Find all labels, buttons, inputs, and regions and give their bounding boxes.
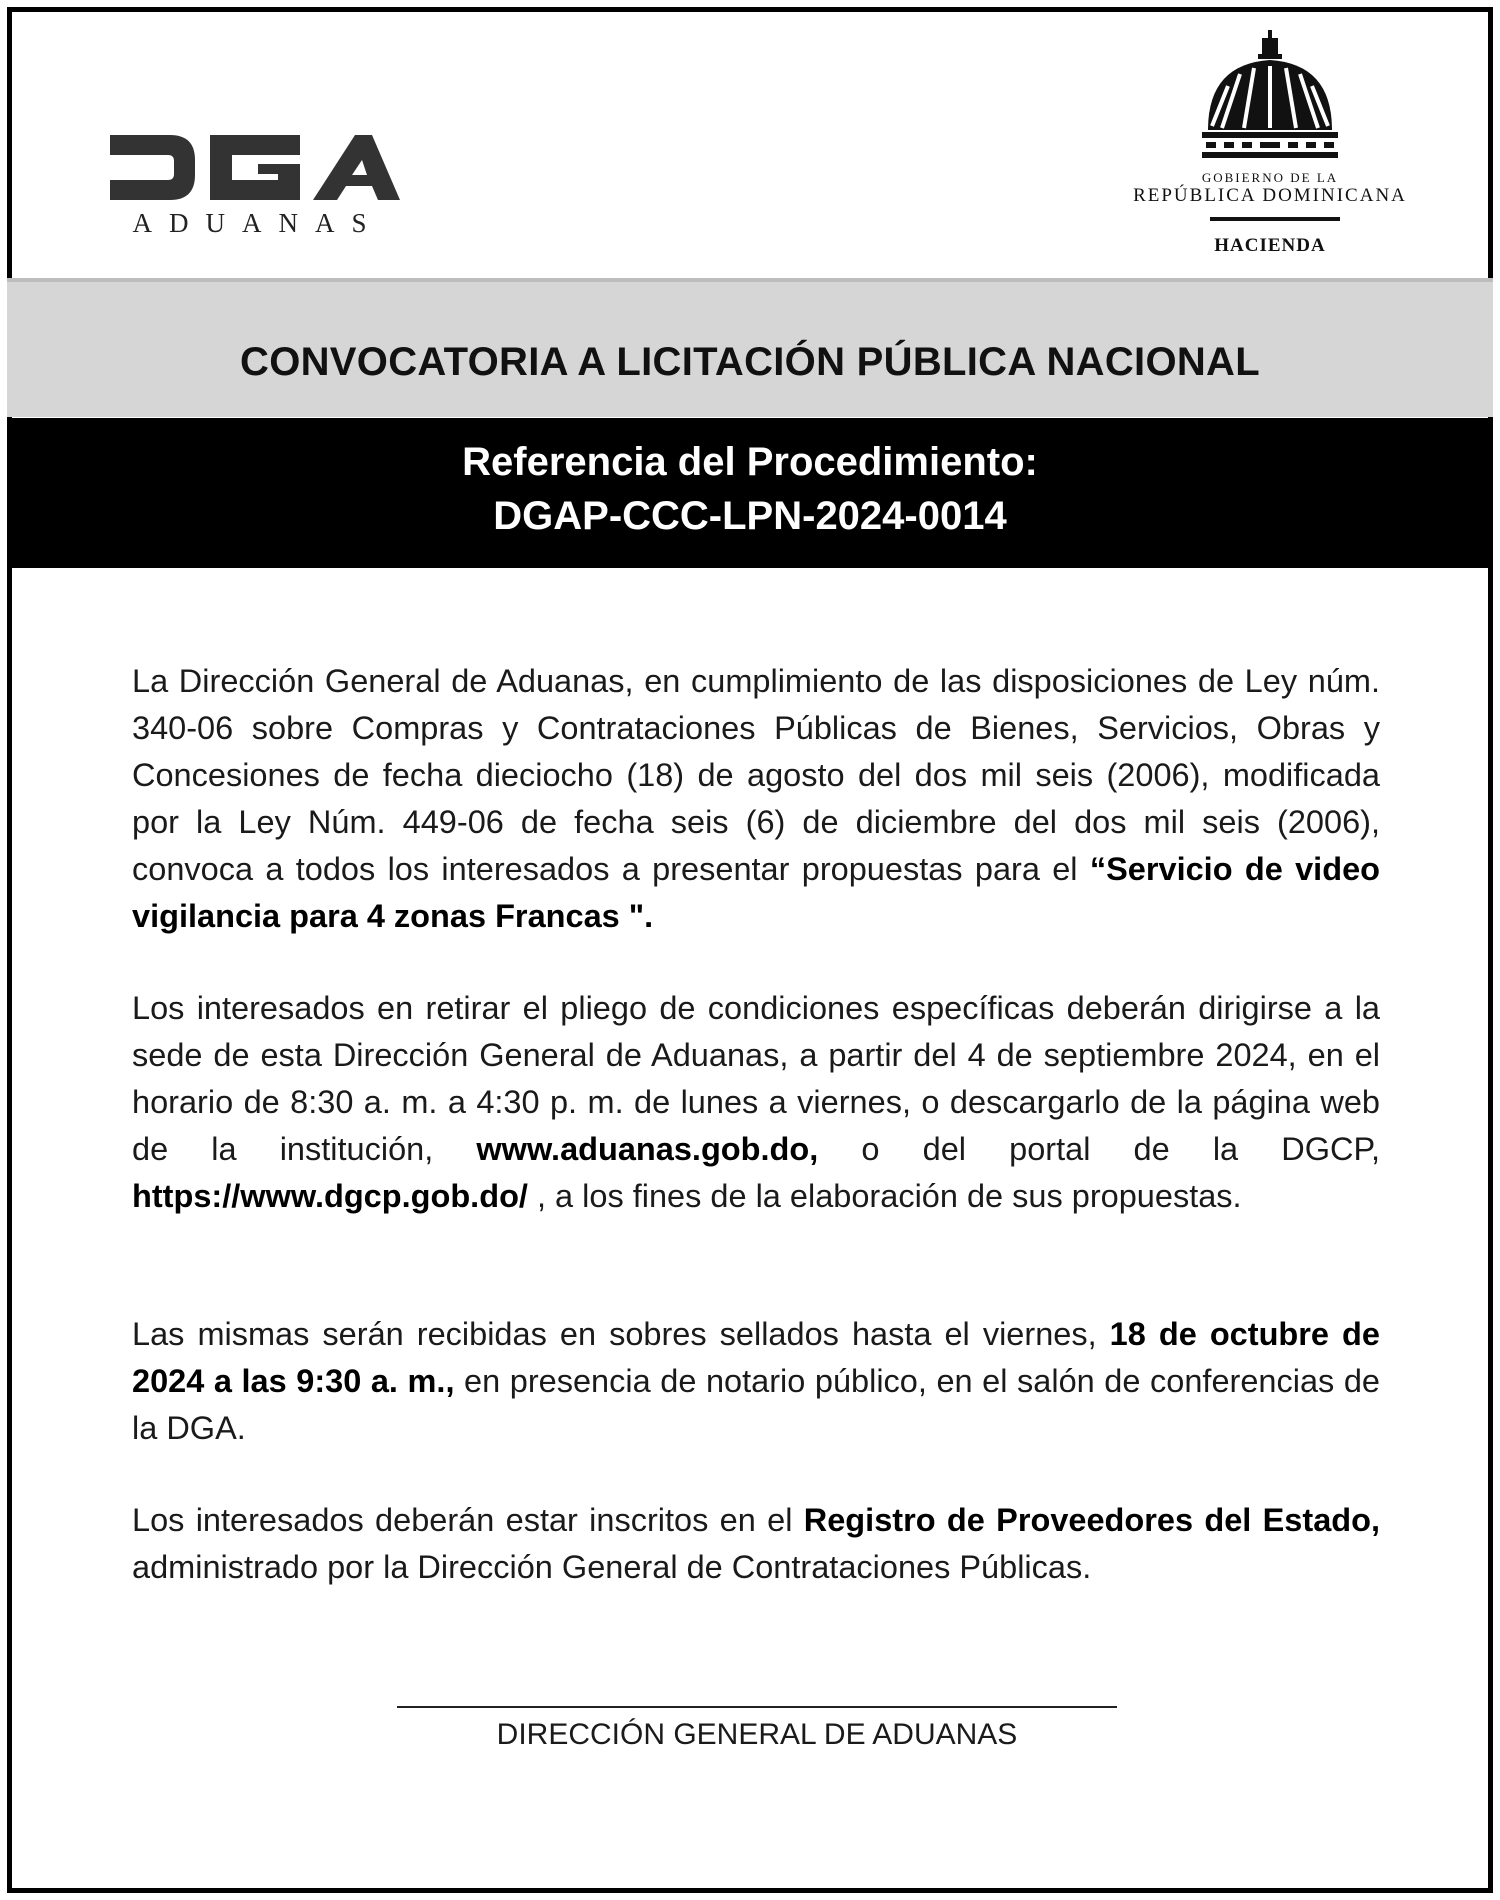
paragraph-conditions-text-c: , a los fines de la elaboración de sus propuestas. [527, 1178, 1242, 1214]
dga-logo-mark [110, 130, 400, 205]
paragraph-registry-text-b: administrado por la Dirección General de Contrataciones Públicas. [132, 1549, 1092, 1585]
gov-department: HACIENDA [1214, 235, 1326, 256]
paragraph-conditions-text-b: o del portal de la DGCP, [818, 1131, 1380, 1167]
reference-band [7, 418, 1493, 568]
dga-logo [110, 130, 400, 250]
registry-name: Registro de Proveedores del Estado, [803, 1502, 1381, 1538]
government-logo [1120, 30, 1420, 270]
dga-logo-subtitle: ADUANAS [132, 208, 384, 238]
paragraph-conditions-text-a: Los interesados en retirar el pliego de condiciones específicas deberán dirigirse a la sede de esta Dirección General de Aduanas, a partir del 4 de septiembre 2024, en el horario de 8:30 a. m. a 4:30 p. m. de lunes a viernes, o descargarlo de la página web de la institución, [132, 990, 1380, 1167]
gov-divider [1210, 217, 1340, 221]
dome-icon [1202, 30, 1338, 160]
page-title: CONVOCATORIA A LICITACIÓN PÚBLICA NACIONAL [240, 340, 1260, 384]
portal-link[interactable]: https://www.dgcp.gob.do/ [132, 1178, 528, 1214]
deadline-date: 18 de octubre de 2024 a las 9:30 a. m., [132, 1316, 1380, 1399]
paragraph-deadline-text-b: en presencia de notario público, en el salón de conferencias de la DGA. [132, 1363, 1380, 1446]
service-name: “Servicio de video vigilancia para 4 zonas Francas ". [132, 851, 1380, 934]
reference-label: Referencia del Procedimiento: [462, 440, 1038, 484]
paragraph-deadline [132, 1311, 1380, 1452]
paragraph-intro-text: La Dirección General de Aduanas, en cumplimiento de las disposiciones de Ley núm. 340-06 sobre Compras y Contrataciones Públicas de Bienes, Servicios, Obras y Concesiones de fecha dieciocho (18) de agosto del dos mil seis (2006), modificada por la Ley Núm. 449-06 de fecha seis (6) de diciembre del dos mil seis (2006), convoca a todos los interesados a presentar propuestas para el [132, 663, 1380, 887]
paragraph-intro [132, 658, 1380, 940]
paragraph-registry-text-a: Los interesados deberán estar inscritos en el [132, 1502, 804, 1538]
paragraph-registry [132, 1497, 1380, 1591]
paragraph-deadline-text-a: Las mismas serán recibidas en sobres sellados hasta el viernes, [132, 1316, 1110, 1352]
reference-code: DGAP-CCC-LPN-2024-0014 [493, 494, 1007, 538]
website-link[interactable]: www.aduanas.gob.do, [476, 1131, 819, 1167]
paragraph-conditions [132, 985, 1380, 1220]
gov-line2: REPÚBLICA DOMINICANA [1133, 185, 1407, 206]
title-band [7, 278, 1493, 417]
gov-line1: GOBIERNO DE LA [1201, 170, 1339, 185]
signature-name: DIRECCIÓN GENERAL DE ADUANAS [496, 1718, 1018, 1751]
signature-line [397, 1706, 1117, 1708]
